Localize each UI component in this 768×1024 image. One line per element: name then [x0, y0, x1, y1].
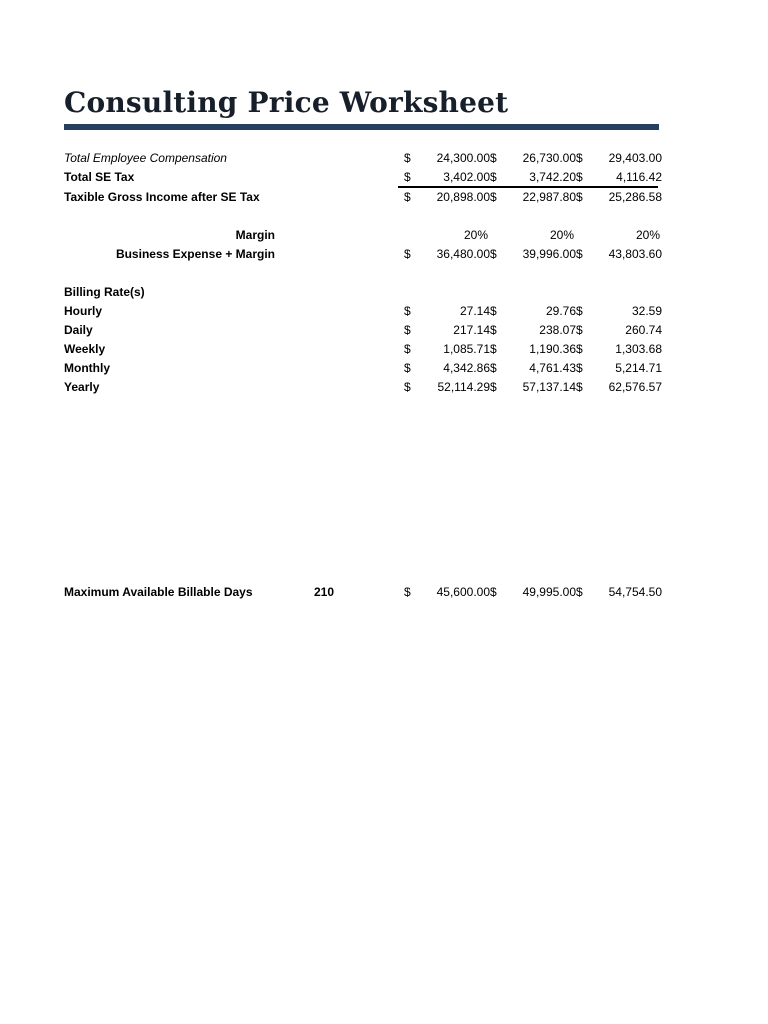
- row-hourly: [0, 302, 768, 321]
- value-cell: [576, 583, 662, 602]
- row-margin: [0, 226, 768, 245]
- value: 238.07: [539, 323, 576, 337]
- currency-symbol: $: [576, 585, 583, 599]
- value: 39,996.00: [522, 247, 576, 261]
- percent-value: 20%: [549, 228, 574, 242]
- value-cell: [490, 188, 576, 207]
- value-cell: [404, 226, 490, 245]
- row-label: Total SE Tax: [64, 170, 135, 184]
- percent-value: 20%: [463, 228, 488, 242]
- currency-symbol: $: [490, 170, 497, 184]
- value-cell: [490, 168, 576, 187]
- currency-symbol: $: [404, 170, 411, 184]
- row-weekly: [0, 340, 768, 359]
- currency-symbol: $: [490, 380, 497, 394]
- currency-symbol: $: [576, 304, 583, 318]
- currency-symbol: $: [576, 342, 583, 356]
- value-cell: [404, 188, 490, 207]
- value-cell: [576, 226, 662, 245]
- currency-symbol: $: [576, 170, 583, 184]
- billing-heading-row: [0, 283, 768, 302]
- value: 25,286.58: [608, 190, 662, 204]
- currency-symbol: $: [404, 151, 411, 165]
- value: 4,342.86: [443, 361, 490, 375]
- value: 260.74: [625, 323, 662, 337]
- value-cell: [404, 321, 490, 340]
- row-label: Total Employee Compensation: [64, 151, 227, 165]
- value-cell: [404, 359, 490, 378]
- value-cell: [404, 245, 490, 264]
- row-label: Taxible Gross Income after SE Tax: [64, 190, 260, 204]
- value: 20,898.00: [436, 190, 490, 204]
- currency-symbol: $: [576, 361, 583, 375]
- currency-symbol: $: [490, 323, 497, 337]
- currency-symbol: $: [490, 304, 497, 318]
- value-cell: [404, 168, 490, 187]
- value-cell: [576, 149, 662, 168]
- value-cell: [576, 168, 662, 187]
- value: 3,402.00: [443, 170, 490, 184]
- value: 5,214.71: [615, 361, 662, 375]
- currency-symbol: $: [576, 151, 583, 165]
- value: 45,600.00: [436, 585, 490, 599]
- row-taxable-gross-income: [0, 188, 768, 207]
- value: 49,995.00: [522, 585, 576, 599]
- row-label: Yearly: [64, 380, 100, 394]
- row-monthly: [0, 359, 768, 378]
- currency-symbol: $: [490, 190, 497, 204]
- currency-symbol: $: [576, 323, 583, 337]
- value-cell: [404, 149, 490, 168]
- value-cell: [490, 149, 576, 168]
- value: 43,803.60: [608, 247, 662, 261]
- value: 36,480.00: [436, 247, 490, 261]
- value-cell: [404, 583, 490, 602]
- value-cell: [490, 245, 576, 264]
- value: 1,085.71: [443, 342, 490, 356]
- currency-symbol: $: [490, 342, 497, 356]
- currency-symbol: $: [404, 361, 411, 375]
- row-label: Maximum Available Billable Days: [64, 585, 253, 599]
- value: 32.59: [631, 304, 662, 318]
- currency-symbol: $: [404, 342, 411, 356]
- row-label: Weekly: [64, 342, 106, 356]
- row-max-billable-days: [0, 583, 768, 602]
- value: 57,137.14: [522, 380, 576, 394]
- value: 1,190.36: [529, 342, 576, 356]
- value-cell: [490, 359, 576, 378]
- value: 62,576.57: [608, 380, 662, 394]
- value-cell: [404, 340, 490, 359]
- row-label: Monthly: [64, 361, 110, 375]
- value: 3,742.20: [529, 170, 576, 184]
- value: 29.76: [545, 304, 576, 318]
- value: 4,116.42: [616, 170, 662, 184]
- currency-symbol: $: [490, 361, 497, 375]
- value: 52,114.29: [437, 380, 490, 394]
- currency-symbol: $: [490, 151, 497, 165]
- value-cell: [576, 245, 662, 264]
- value-cell: [576, 188, 662, 207]
- row-label: Business Expense + Margin: [115, 247, 275, 261]
- value: 27.14: [459, 304, 490, 318]
- value: 26,730.00: [522, 151, 576, 165]
- currency-symbol: $: [576, 190, 583, 204]
- value: 217.14: [453, 323, 490, 337]
- currency-symbol: $: [576, 247, 583, 261]
- value-cell: [576, 359, 662, 378]
- billable-days-count: 210: [314, 585, 335, 599]
- row-label: Margin: [235, 228, 275, 242]
- row-total-employee-compensation: [0, 149, 768, 168]
- value-cell: [490, 378, 576, 397]
- value-cell: [404, 378, 490, 397]
- value-cell: [490, 321, 576, 340]
- currency-symbol: $: [404, 247, 411, 261]
- value-cell: [576, 302, 662, 321]
- currency-symbol: $: [404, 585, 411, 599]
- row-daily: [0, 321, 768, 340]
- row-label: Hourly: [64, 304, 103, 318]
- row-business-expense-margin: [0, 245, 768, 264]
- billing-heading: Billing Rate(s): [64, 285, 145, 299]
- value: 22,987.80: [522, 190, 576, 204]
- value-cell: [404, 302, 490, 321]
- row-total-se-tax: [0, 168, 768, 187]
- title-rule: [64, 124, 659, 130]
- value: 1,303.68: [615, 342, 662, 356]
- percent-value: 20%: [635, 228, 660, 242]
- currency-symbol: $: [490, 585, 497, 599]
- row-label: Daily: [64, 323, 93, 337]
- currency-symbol: $: [404, 323, 411, 337]
- value-cell: [576, 321, 662, 340]
- value: 4,761.43: [529, 361, 576, 375]
- currency-symbol: $: [404, 304, 411, 318]
- value: 24,300.00: [436, 151, 490, 165]
- value: 29,403.00: [608, 151, 662, 165]
- currency-symbol: $: [404, 380, 411, 394]
- value-cell: [576, 378, 662, 397]
- value-cell: [576, 340, 662, 359]
- currency-symbol: $: [404, 190, 411, 204]
- value-cell: [490, 302, 576, 321]
- value-cell: [490, 583, 576, 602]
- value-cell: [490, 340, 576, 359]
- row-yearly: [0, 378, 768, 397]
- currency-symbol: $: [576, 380, 583, 394]
- page-title: Consulting Price Worksheet: [64, 86, 509, 119]
- currency-symbol: $: [490, 247, 497, 261]
- value: 54,754.50: [608, 585, 662, 599]
- value-cell: [490, 226, 576, 245]
